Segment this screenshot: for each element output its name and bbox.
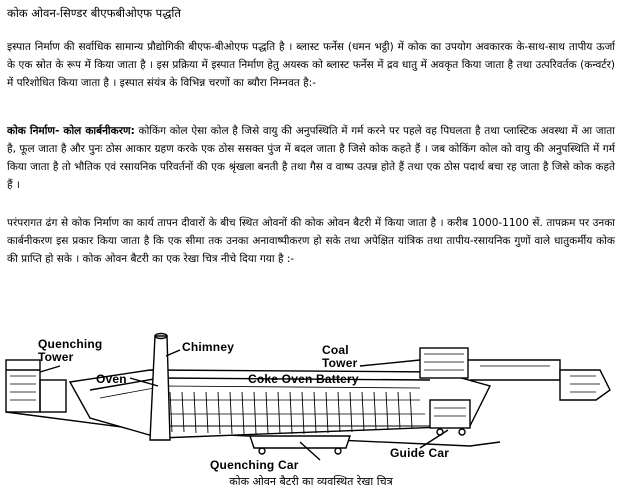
label-coke-oven-battery: Coke Oven Battery bbox=[248, 372, 359, 386]
paragraph-body: कोकिंग कोल ऐसा कोल है जिसे वायु की अनुपस्थिति में गर्म करने पर पहले वह पिघलता है तथा प्लास्टिक अवस्था में आ जाता है, फूल जाता है और पुनः ठोस आकार ग्रहण करके एक ठोस ससक्त पुंज में बदल जाता है जिसे कोक कहते हैं । जब कोकिंग कोल को वायु की अनुपस्थिति में गर्म किया जाता है तो भौतिक एवं रसायनिक परिवर्तनों की एक श्रृंखला बनती है तथा गैस व वाष्प उत्पन्न होते हैं तथा एक ठोस पदार्थ बचा रह जाता है जिसे कोक कहते हैं । bbox=[7, 125, 616, 191]
figure-caption: कोक ओवन बैटरी का व्यवस्थित रेखा चित्र bbox=[229, 475, 393, 488]
paragraph-heading: कोक निर्माण- कोल कार्बनीकरण: bbox=[7, 125, 135, 137]
label-guide-car: Guide Car bbox=[390, 446, 450, 460]
paragraph-traditional: परंपरागत ढंग से कोक निर्माण का कार्य तापन दीवारों के बीच स्थित ओवनों की कोक ओवन बैटरी में किया जाता है । करीब 1000-1100 सें. तापक्रम पर उनका कार्बनीकरण इस प्रकार किया जाता है कि एक सीमा तक उनका अनावाष्पीकरण हो सके तथा अपेक्षित यांत्रिक तथा तापीय-रसायनिक गुणों वाले धातुकर्मीय कोक की प्राप्ति हो सके । कोक ओवन बैटरी का एक रेखा चित्र नीचे दिया गया है :- bbox=[7, 217, 615, 265]
label-oven: Oven bbox=[96, 372, 127, 386]
label-quenching-tower: Quenching Tower bbox=[38, 337, 103, 364]
paragraph-intro: इस्पात निर्माण की सर्वाधिक सामान्य प्रौद्योगिकी बीएफ-बीओएफ पद्धति है । ब्लास्ट फर्नेस (धमन भट्ठी) में कोक का उपयोग अवकारक के-साथ-साथ तापीय ऊर्जा के एक स्रोत के रूप में किया जाता है । इस प्रक्रिया में इस्पात निर्माण हेतु अयस्क को ब्लास्ट फर्नेस में द्रव धातु में अवकृत किया जाता है तथा उत्परिवर्तक (कन्वर्टर) में परिशोधित किया जाता है । इस्पात संयंत्र के विभिन्न चरणों का ब्यौरा निम्नवत है:- bbox=[7, 41, 615, 89]
coke-oven-battery-diagram bbox=[0, 330, 622, 475]
label-coal-tower: Coal Tower bbox=[322, 343, 358, 370]
paragraph-coke-making bbox=[7, 122, 615, 194]
label-quenching-car: Quenching Car bbox=[210, 458, 299, 472]
label-chimney: Chimney bbox=[182, 340, 235, 354]
document-title: कोक ओवन-सिण्डर बीएफबीओएफ पद्धति bbox=[7, 6, 181, 20]
